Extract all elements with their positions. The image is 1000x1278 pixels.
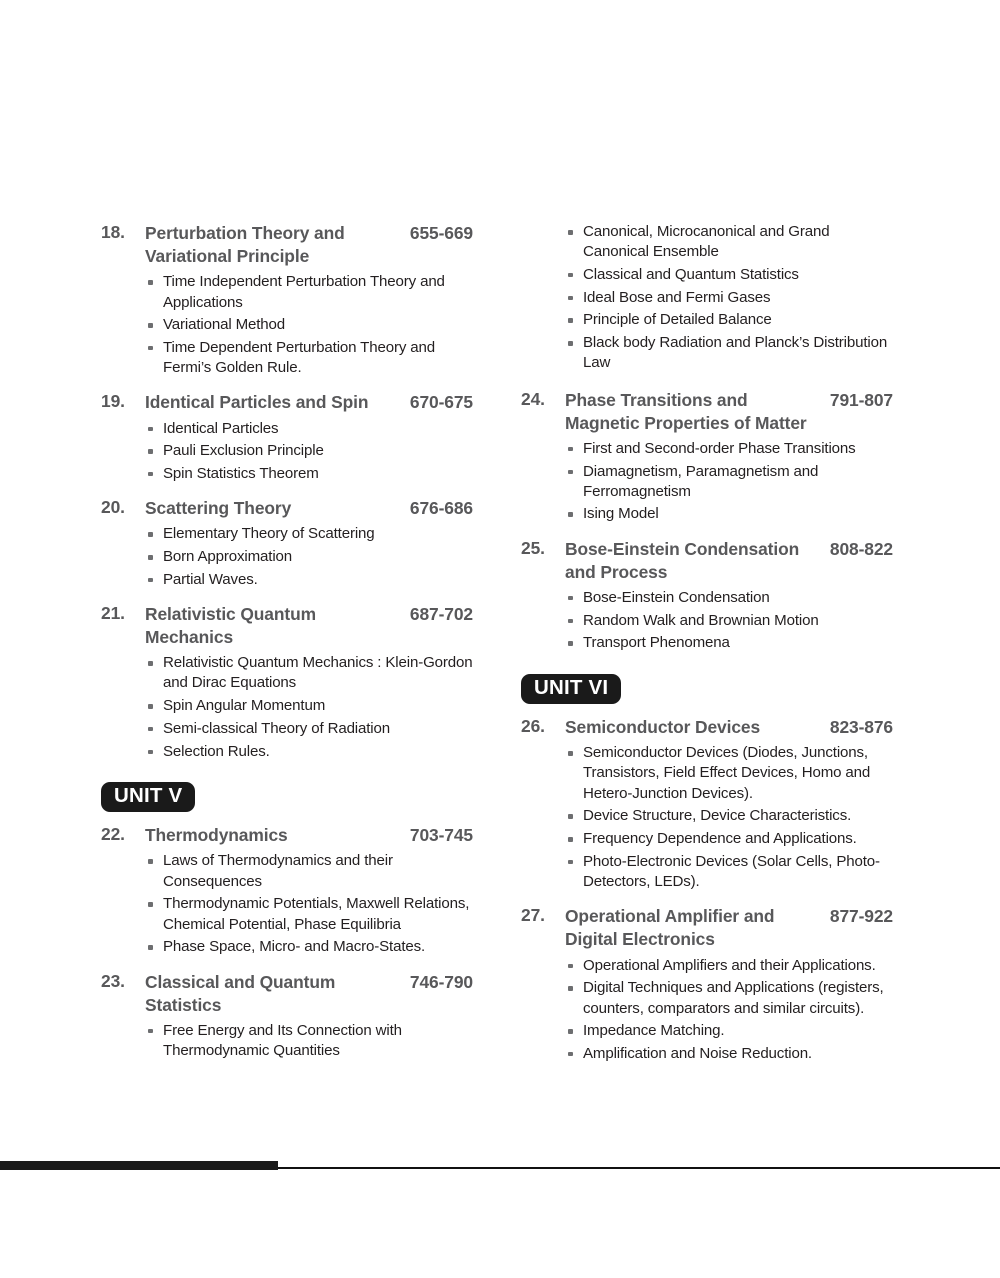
chapter-entry [101,497,473,590]
topic-item [148,1021,473,1061]
topic-item [568,852,893,892]
topic-item [568,829,893,849]
chapter-topic-list [101,851,473,957]
chapter-number: 27. [521,905,545,926]
bullet-icon [568,447,573,452]
topic-item [568,588,893,608]
unit-badge-container [521,674,893,717]
topic-item [148,653,473,693]
topic-text: Variational Method [163,316,286,334]
chapter-number: 22. [101,824,125,845]
topic-item [148,547,473,567]
chapter-number: 20. [101,497,125,518]
topic-item [568,1021,893,1041]
chapter-topic-list [521,743,893,892]
chapter-title-text: Semiconductor Devices [565,717,761,738]
bullet-icon [148,945,153,950]
chapter-page-range: 877-922 [829,906,893,927]
topic-text: Relativistic Quantum Mechanics : Klein-Gordon and Dirac Equations [163,654,473,692]
toc-column-left [101,222,473,1074]
topic-text: Time Independent Perturbation Theory and Applications [163,273,445,311]
bullet-icon [568,296,573,301]
topic-text: Pauli Exclusion Principle [163,442,324,460]
chapter-heading [521,716,893,739]
topic-text: Amplification and Noise Reduction. [583,1044,812,1062]
topic-text: Semi-classical Theory of Radiation [163,719,390,737]
topic-text: Thermodynamic Potentials, Maxwell Relations, Chemical Potential, Phase Equilibria [163,895,470,933]
bullet-icon [568,986,573,991]
chapter-number: 24. [521,388,545,409]
chapter-title [145,971,473,1017]
topic-item [568,439,893,459]
bullet-icon [568,1029,573,1034]
chapter-title [145,824,473,847]
topic-item [148,570,473,590]
topic-item [148,338,473,378]
bullet-icon [568,341,573,346]
topic-item [568,288,893,308]
topic-item [148,315,473,335]
chapter-title [145,497,473,520]
topic-text: Semiconductor Devices (Diodes, Junctions, Transistors, Field Effect Devices, Homo and Hetero-Junction Devices). [583,744,871,802]
chapter-title [145,603,473,649]
bullet-icon [568,751,573,756]
chapter-entry [521,716,893,892]
topic-item [568,611,893,631]
bullet-icon [148,280,153,285]
chapter-topic-list [521,956,893,1065]
topic-text: Device Structure, Device Characteristics. [583,807,852,825]
chapter-title-text: Scattering Theory [145,498,292,519]
topic-text: Photo-Electronic Devices (Solar Cells, Photo-Detectors, LEDs). [583,852,880,891]
topic-text: Impedance Matching. [583,1022,725,1040]
topic-text: Elementary Theory of Scattering [163,525,375,543]
chapter-entry [101,971,473,1062]
chapter-page-range: 703-745 [409,825,473,846]
bullet-icon [148,427,153,432]
bullet-icon [568,470,573,475]
chapter-page-range: 687-702 [409,603,473,624]
chapter-entry [521,538,893,654]
chapter-page-range: 823-876 [829,717,893,738]
footer-rule-thick [0,1161,278,1170]
chapter-heading [101,971,473,1017]
chapter-title-text: Relativistic Quantum Mechanics [145,603,316,648]
topic-item [148,742,473,762]
topic-item [148,937,473,957]
topic-text: Classical and Quantum Statistics [583,265,799,283]
continued-topic-list [521,222,893,374]
chapter-title [565,716,893,739]
topic-item [568,1044,893,1064]
topic-item [148,441,473,461]
chapter-title [565,905,893,951]
chapter-page-range: 808-822 [829,538,893,559]
bullet-icon [148,532,153,537]
bullet-icon [568,619,573,624]
unit-badge-unit-v: UNIT V [101,782,195,813]
topic-item [568,504,893,524]
topic-item [148,719,473,739]
topic-text: Transport Phenomena [583,634,730,652]
topic-item [148,696,473,716]
unit-badge-unit-vi: UNIT VI [521,674,621,705]
chapter-entry [101,824,473,957]
topic-item [568,806,893,826]
topic-text: Principle of Detailed Balance [583,311,772,329]
chapter-entry [101,222,473,378]
bullet-icon [568,814,573,819]
chapter-title [565,538,893,584]
chapter-entry [101,391,473,484]
bullet-icon [568,596,573,601]
chapter-number: 26. [521,716,545,737]
topic-item [148,464,473,484]
bullet-icon [148,555,153,560]
chapter-heading [101,603,473,649]
topic-item [568,310,893,330]
chapter-page-range: 655-669 [409,223,473,243]
topic-text: Free Energy and Its Connection with Thermodynamic Quantities [163,1021,402,1060]
topic-text: Digital Techniques and Applications (registers, counters, comparators and similar circuits). [583,979,884,1017]
topic-item [568,956,893,976]
topic-text: Identical Particles [163,419,279,437]
chapter-heading [101,824,473,847]
bullet-icon [148,750,153,755]
unit-badge-container [101,782,473,825]
bullet-icon [568,964,573,969]
chapter-entry [521,389,893,525]
topic-text: First and Second-order Phase Transitions [583,439,856,457]
bullet-icon [568,230,573,235]
bullet-icon [148,472,153,477]
topic-text: Time Dependent Perturbation Theory and Fermi’s Golden Rule. [163,338,436,377]
topic-item [568,743,893,804]
chapter-number: 25. [521,537,545,558]
chapter-title-text: Identical Particles and Spin [145,392,369,413]
bullet-icon [568,837,573,842]
topic-item [148,851,473,891]
topic-item [568,633,893,653]
bullet-icon [148,661,153,666]
topic-text: Born Approximation [163,548,293,566]
topic-item [568,333,893,373]
bullet-icon [148,859,153,864]
bullet-icon [568,273,573,278]
chapter-page-range: 676-686 [409,498,473,519]
topic-item [148,419,473,439]
chapter-title-text: Perturbation Theory and Variational Principle [145,223,345,267]
bullet-icon [148,323,153,328]
topic-item [148,894,473,934]
chapter-title-text: Operational Amplifier and Digital Electronics [565,906,775,950]
topic-item [568,978,893,1018]
chapter-topic-list [101,524,473,590]
chapter-heading [521,538,893,584]
chapter-title [145,391,473,414]
chapter-page-range: 670-675 [409,392,473,413]
topic-item [148,524,473,544]
chapter-number: 19. [101,391,125,412]
chapter-heading [521,905,893,951]
chapter-entry [101,603,473,762]
chapter-topic-list [101,272,473,378]
chapter-topic-list [101,1021,473,1061]
chapter-number: 21. [101,602,125,623]
chapter-title-text: Classical and Quantum Statistics [145,971,336,1015]
bullet-icon [148,902,153,907]
bullet-icon [148,449,153,454]
topic-text: Random Walk and Brownian Motion [583,611,819,629]
chapter-title-text: Thermodynamics [145,825,288,846]
topic-item [568,462,893,502]
topic-item [148,272,473,312]
bullet-icon [568,641,573,646]
bullet-icon [148,1029,153,1034]
chapter-heading [101,497,473,520]
topic-text: Ising Model [583,505,659,523]
bullet-icon [568,512,573,517]
topic-text: Partial Waves. [163,570,258,588]
toc-column-right [521,222,893,1077]
chapter-heading [101,222,473,268]
topic-text: Diamagnetism, Paramagnetism and Ferromagnetism [583,462,819,500]
chapter-number: 23. [101,970,125,991]
bullet-icon [148,578,153,583]
topic-text: Phase Space, Micro- and Macro-States. [163,938,426,956]
chapter-title [145,222,473,268]
chapter-topic-list [521,588,893,654]
topic-text: Canonical, Microcanonical and Grand Canonical Ensemble [583,223,830,261]
topic-text: Selection Rules. [163,742,270,760]
topic-text: Bose-Einstein Condensation [583,588,770,606]
chapter-number: 18. [101,222,125,242]
topic-text: Frequency Dependence and Applications. [583,830,857,848]
topic-text: Laws of Thermodynamics and their Consequences [163,852,393,890]
chapter-heading [521,389,893,435]
topic-text: Spin Statistics Theorem [163,464,319,482]
chapter-entry [521,905,893,1064]
chapter-heading [101,391,473,414]
chapter-topic-list [101,653,473,762]
topic-text: Spin Angular Momentum [163,697,326,715]
chapter-page-range: 791-807 [829,389,893,410]
topic-item [568,265,893,285]
bullet-icon [568,1052,573,1057]
chapter-topic-list [101,419,473,485]
bullet-icon [568,318,573,323]
chapter-page-range: 746-790 [409,971,473,992]
chapter-title-text: Bose-Einstein Condensation and Process [565,538,800,582]
chapter-title-text: Phase Transitions and Magnetic Properties of Matter [565,389,807,433]
bullet-icon [568,860,573,865]
chapter-topic-list [521,439,893,525]
topic-text: Operational Amplifiers and their Applications. [583,956,876,974]
bullet-icon [148,727,153,732]
topic-text: Ideal Bose and Fermi Gases [583,288,771,306]
bullet-icon [148,704,153,709]
topic-text: Black body Radiation and Planck’s Distribution Law [583,334,888,372]
topic-item [568,222,893,262]
chapter-title [565,389,893,435]
bullet-icon [148,346,153,351]
